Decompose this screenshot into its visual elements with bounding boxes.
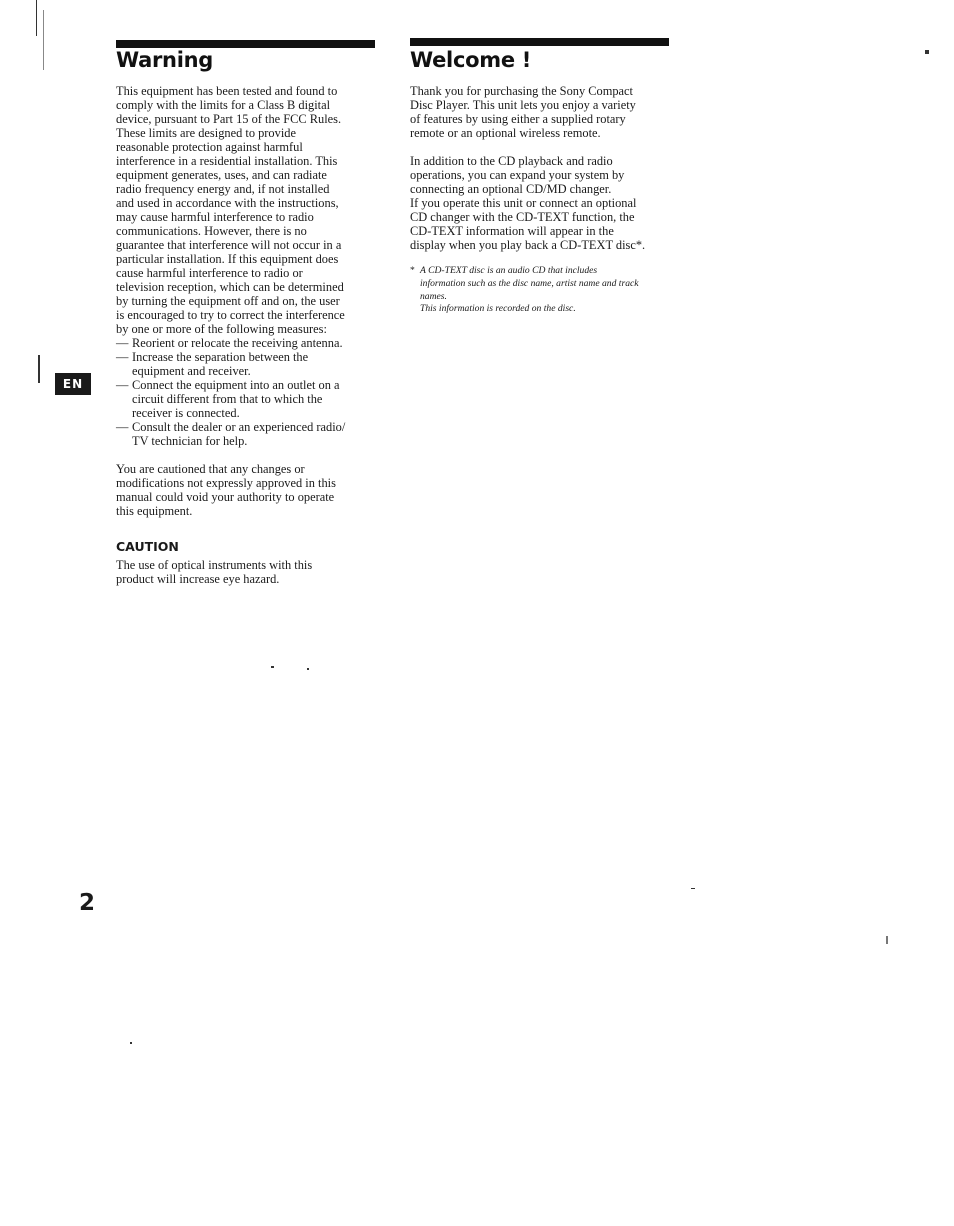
welcome-footnote <box>410 265 690 316</box>
dash-mark: — <box>116 350 129 364</box>
warning-section <box>116 84 378 586</box>
warning-measures-list <box>116 336 378 448</box>
measure-text: Connect the equipment into an outlet on a circuit different from that to which the receiver is connected. <box>132 378 340 420</box>
welcome-section <box>410 84 672 252</box>
scan-edge-mark <box>43 10 44 70</box>
measure-item <box>116 350 378 378</box>
footnote-text: A CD-TEXT disc is an audio CD that includes information such as the disc name, artist name and track names. <box>420 265 639 302</box>
scan-edge-mark <box>36 0 37 36</box>
caution-text: The use of optical instruments with this product will increase eye hazard. <box>116 558 313 586</box>
welcome-heading-rule <box>410 38 669 46</box>
welcome-paragraph-2: In addition to the CD playback and radio operations, you can expand your system by connecting an optional CD/MD changer. If you operate this unit or connect an optional CD changer with the CD-TEXT function, the CD-TEXT information will appear in the display when you play back a CD-TEXT disc*. <box>410 154 646 252</box>
dash-mark: — <box>116 378 129 392</box>
footnote-marker: * <box>410 265 415 276</box>
warning-body: This equipment has been tested and found to comply with the limits for a Class B digital device, pursuant to Part 15 of the FCC Rules. These limits are designed to provide reasonable protection against harmful interference in a residential installation. This equipment generates, uses, and can radiate radio frequency energy and, if not installed and used in accordance with the instructions, may cause harmful interference to radio communications. However, there is no guarantee that interference will not occur in a particular installation. If this equipment does cause harmful interference to radio or television reception, which can be determined by turning the equipment off and on, the user is encouraged to try to correct the interference by one or more of the following measures: <box>116 84 345 336</box>
scan-edge-mark <box>38 355 40 383</box>
welcome-paragraph-1: Thank you for purchasing the Sony Compact Disc Player. This unit lets you enjoy a variety of features by using either a supplied rotary remote or an optional wireless remote. <box>410 84 636 140</box>
measure-text: Increase the separation between the equipment and receiver. <box>132 350 309 378</box>
footnote-text-2: This information is recorded on the disc. <box>420 303 576 315</box>
scan-speck <box>925 50 929 54</box>
scan-speck <box>886 936 888 944</box>
language-tab: EN <box>55 373 91 395</box>
welcome-heading: Welcome ! <box>410 48 532 72</box>
measure-text: Reorient or relocate the receiving antenna. <box>132 336 343 350</box>
scan-speck <box>130 1042 132 1044</box>
caution-heading: CAUTION <box>116 539 179 554</box>
scan-speck <box>307 668 309 670</box>
dash-mark: — <box>116 336 129 350</box>
warning-heading-rule <box>116 40 375 48</box>
measure-item <box>116 420 378 448</box>
scan-speck <box>691 888 695 889</box>
measure-text: Consult the dealer or an experienced radio/ TV technician for help. <box>132 420 346 448</box>
scan-speck <box>271 666 274 668</box>
dash-mark: — <box>116 420 129 434</box>
page-number: 2 <box>79 890 96 916</box>
measure-item <box>116 336 378 350</box>
measure-item <box>116 378 378 420</box>
caution-paragraph: You are cautioned that any changes or modifications not expressly approved in this manual could void your authority to operate this equipment. <box>116 462 336 518</box>
warning-heading: Warning <box>116 48 213 72</box>
